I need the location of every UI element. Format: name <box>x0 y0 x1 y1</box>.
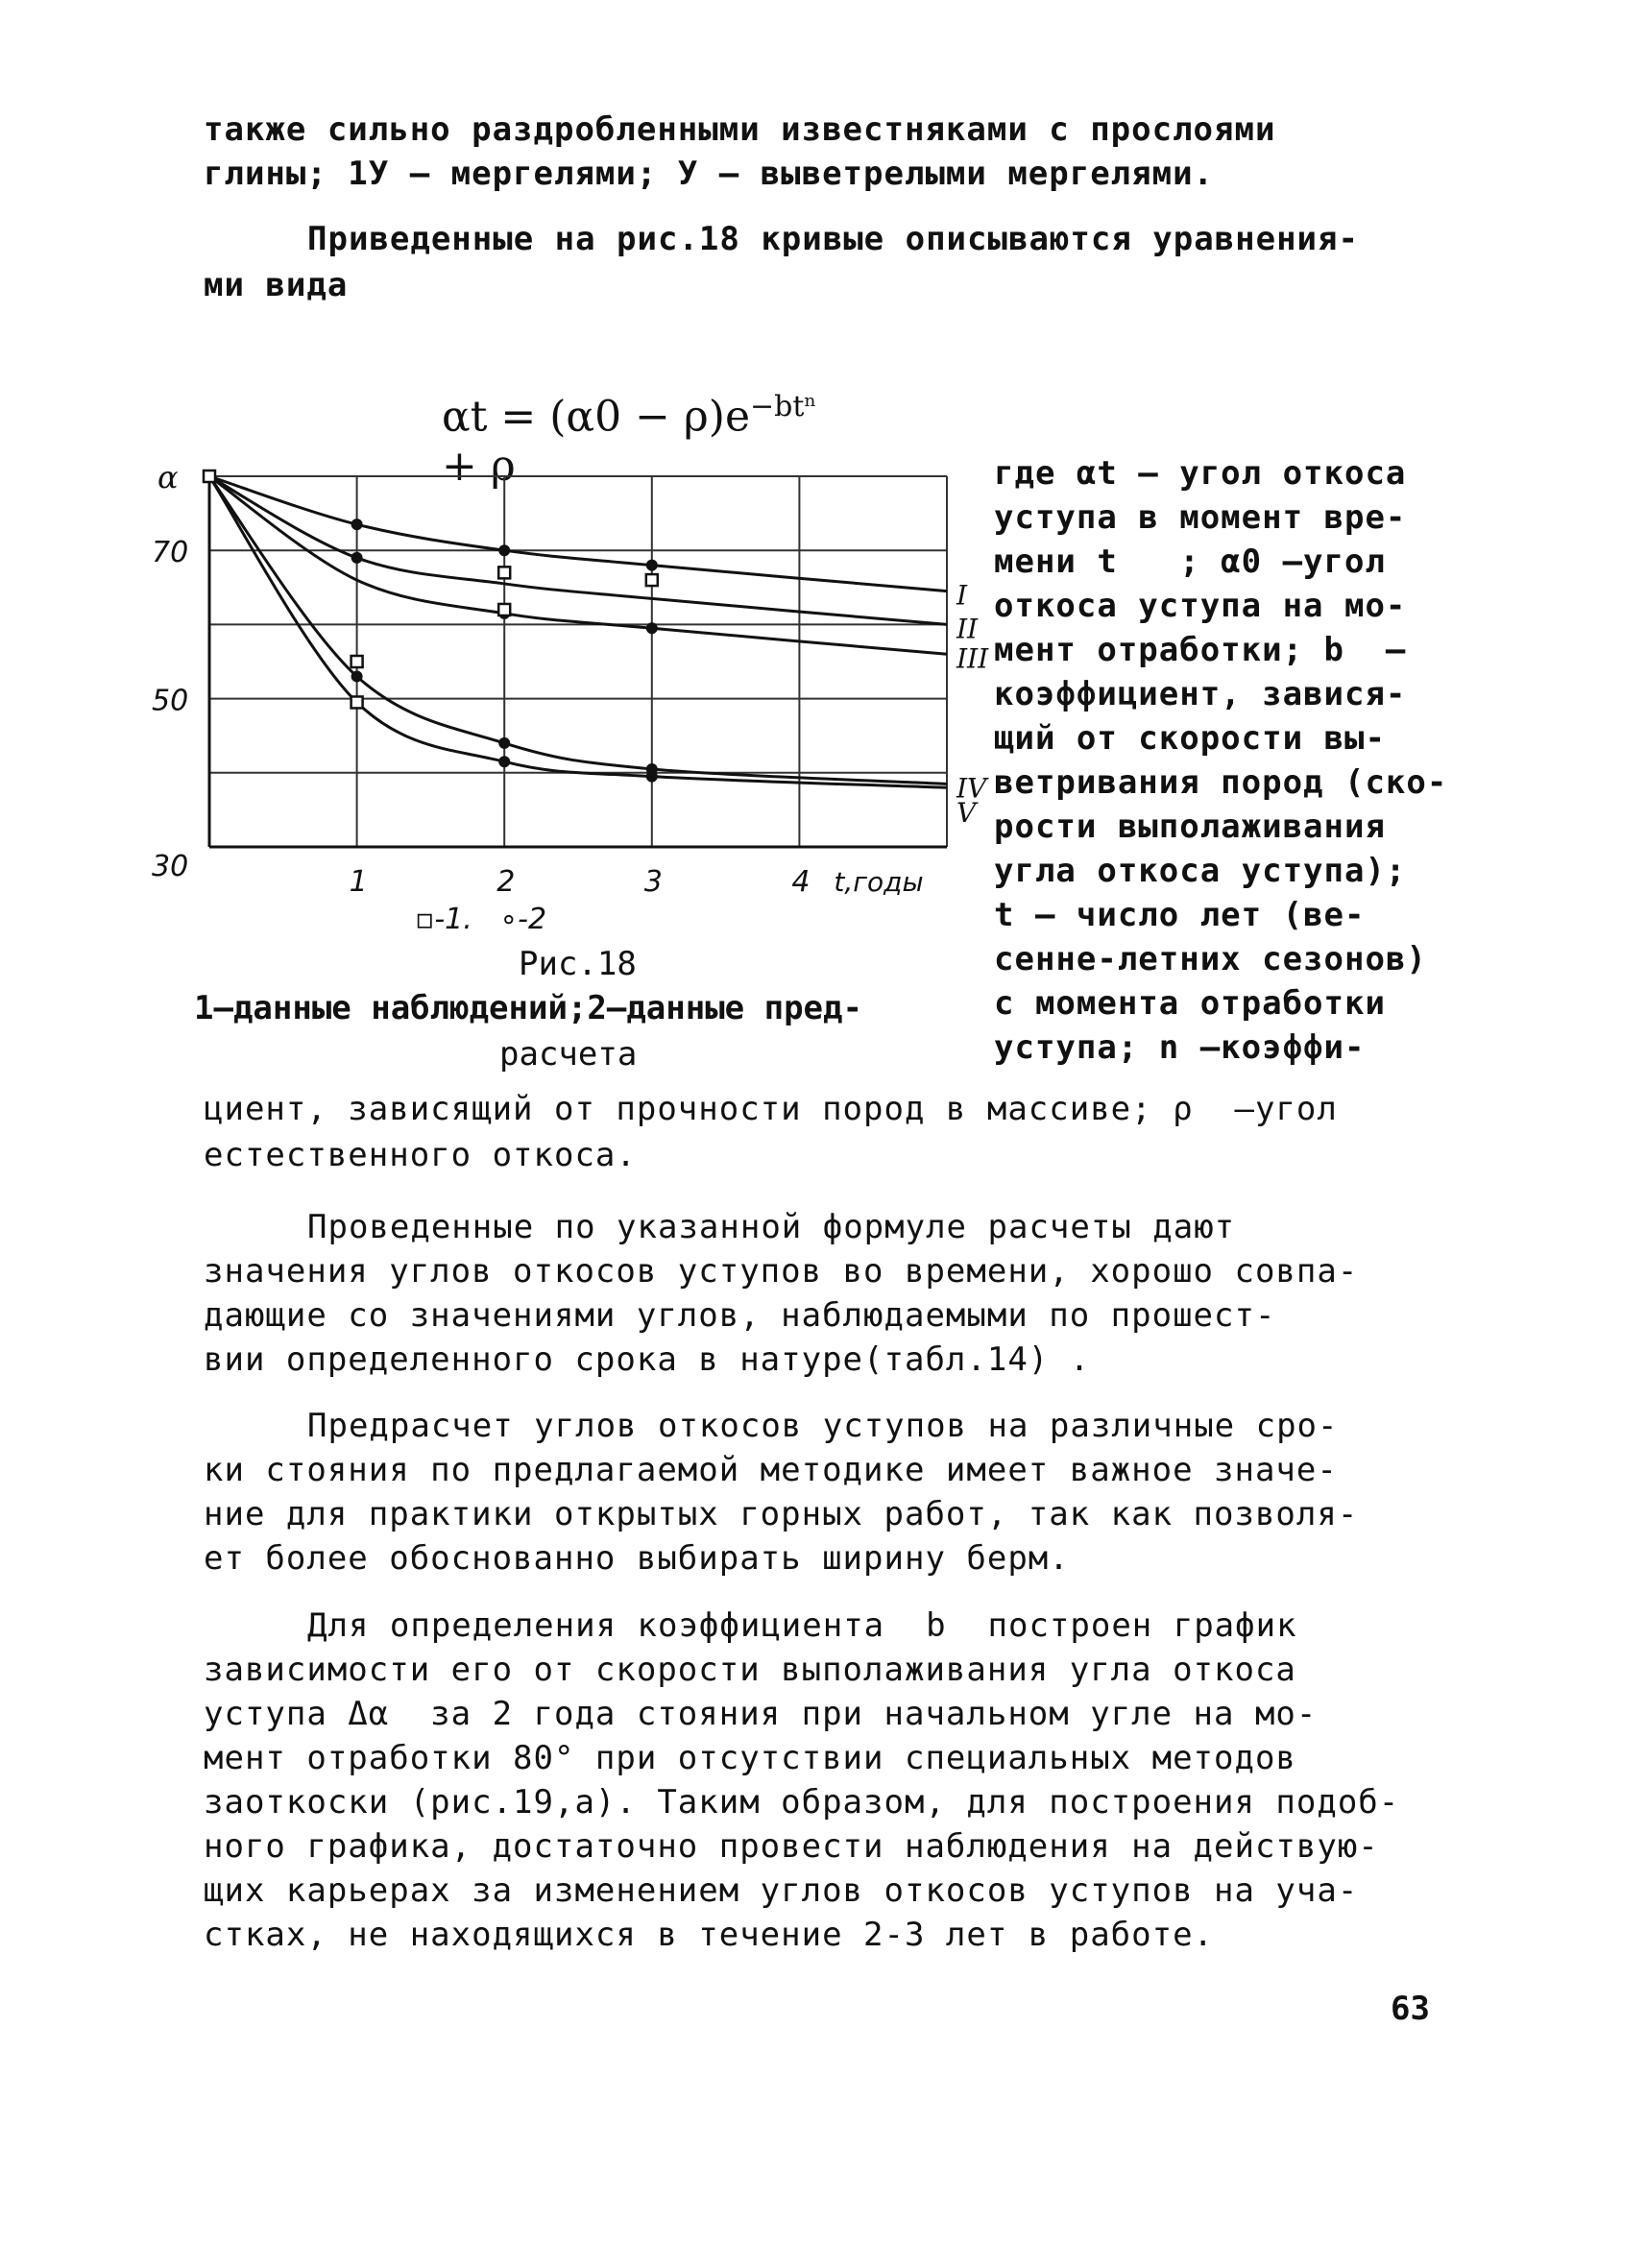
side-text-line-5: мент отработки; b – <box>994 631 1407 669</box>
formula-rhs: + ρ <box>441 441 516 491</box>
side-text-line-11: t – число лет (ве- <box>994 896 1366 934</box>
series-label-II: II <box>956 613 979 645</box>
calc-point-8 <box>646 560 658 571</box>
formula-intro-line-2: ми вида <box>204 266 349 304</box>
para3-line-4: ет более обоснованно выбирать ширину берм. <box>204 1539 1070 1578</box>
side-text-line-8: ветривания пород (ско- <box>994 763 1448 802</box>
chart-points <box>204 470 658 783</box>
series-label-I: I <box>956 579 968 612</box>
figure-legend: ▫-1. ∘-2 <box>415 903 547 936</box>
side-text-line-7: щий от скорости вы- <box>994 719 1386 758</box>
para4-line-4: мент отработки 80° при отсутствии специальных методов <box>204 1739 1296 1777</box>
calc-point-2 <box>351 552 363 564</box>
intro-line-1: также сильно раздробленными известняками с прослоями <box>204 110 1276 149</box>
para4-line-2: зависимости его от скорости выполаживания угла откоса <box>204 1651 1296 1689</box>
x-tick-label-3: 3 <box>643 865 663 899</box>
side-text-line-6: коэффициент, завися- <box>994 675 1407 713</box>
side-text-line-9: рости выполаживания <box>994 808 1386 846</box>
y-tick-label-70: 70 <box>152 536 189 570</box>
observed-point-4 <box>498 604 510 615</box>
calc-point-3 <box>351 670 363 682</box>
side-text-line-4: откоса уступа на мо- <box>994 587 1407 625</box>
origin-point <box>204 470 215 482</box>
para4-line-7: щих карьерах за изменением углов откосов уступов на уча- <box>204 1871 1359 1910</box>
series-label-III: III <box>956 642 989 675</box>
para2-line-2: значения углов откосов уступов во времени, хорошо совпа- <box>204 1252 1359 1291</box>
chart-series <box>209 476 947 787</box>
calc-point-1 <box>351 519 363 530</box>
calc-point-6 <box>498 737 510 749</box>
para4-line-8: стках, не находящихся в течение 2-3 лет в работе. <box>204 1916 1215 1954</box>
y-tick-label-30: 30 <box>152 850 189 883</box>
para3-line-2: ки стояния по предлагаемой методике имеет важное значе- <box>204 1451 1338 1489</box>
para4-line-5: заоткоски (рис.19,а). Таким образом, для построения подоб- <box>204 1783 1400 1822</box>
side-text-line-13: с момента отработки <box>994 984 1386 1023</box>
calc-point-11 <box>646 771 658 783</box>
calc-point-9 <box>646 622 658 634</box>
observed-point-1 <box>351 656 363 667</box>
para4-line-3: уступа Δα за 2 года стояния при начальном угле на мо- <box>204 1695 1318 1733</box>
y-tick-label-50: 50 <box>152 684 189 718</box>
formula-lhs: αt = (α0 − ρ)e <box>441 392 751 442</box>
x-tick-label-1: 1 <box>349 865 368 899</box>
figure-caption: Рис.18 <box>519 945 637 983</box>
series-line-I <box>209 476 947 591</box>
para2-line-4: вии определенного срока в натуре(табл.14) . <box>204 1340 1091 1379</box>
series-label-IV: IV <box>956 772 987 805</box>
side-text-line-3: мени t ; α0 –угол <box>994 543 1386 581</box>
side-text-line-10: угла откоса уступа); <box>994 852 1407 890</box>
x-tick-label-4: 4 <box>791 865 811 899</box>
side-text-line-14: уступа; n –коэффи- <box>994 1028 1366 1067</box>
para4-line-1: Для определения коэффициента b построен график <box>307 1606 1297 1645</box>
para2-line-1: Проведенные по указанной формуле расчеты дают <box>307 1208 1236 1246</box>
figure-caption-line-3: расчета <box>499 1035 638 1074</box>
para3-line-1: Предрасчет углов откосов уступов на различные сро- <box>307 1407 1339 1445</box>
chart-labels <box>152 461 989 899</box>
series-line-III <box>209 476 947 654</box>
x-tick-label-2: 2 <box>496 865 516 899</box>
intro-line-2: глины; 1У – мергелями; У – выветрелыми мергелями. <box>204 155 1215 193</box>
side-text-line-2: уступа в момент вре- <box>994 498 1407 537</box>
after-fig-line-2: естественного откоса. <box>204 1136 637 1174</box>
observed-point-5 <box>646 574 658 586</box>
side-text-line-1: где αt – угол откоса <box>994 454 1407 493</box>
after-fig-line-1: циент, зависящий от прочности пород в массиве; ρ –угол <box>204 1090 1338 1128</box>
formula-intro-line-1: Приведенные на рис.18 кривые описываются уравнения- <box>307 220 1359 258</box>
figure-caption-line-2: 1–данные наблюдений;2–данные пред- <box>194 989 862 1027</box>
para2-line-3: дающие со значениями углов, наблюдаемыми по прошест- <box>204 1296 1276 1335</box>
y-axis-label: α <box>157 461 179 495</box>
formula-exponent: −btⁿ <box>750 390 817 423</box>
para3-line-3: ние для практики открытых горных работ, так как позволя- <box>204 1495 1359 1533</box>
x-axis-label: t,годы <box>834 866 924 898</box>
series-label-V: V <box>956 797 977 830</box>
figure-chart <box>144 461 989 941</box>
observed-point-3 <box>498 567 510 578</box>
para4-line-6: ного графика, достаточно провести наблюдения на действую- <box>204 1827 1379 1866</box>
side-text-line-12: сенне-летних сезонов) <box>994 940 1427 978</box>
calc-point-7 <box>498 756 510 767</box>
series-line-IV <box>209 476 947 784</box>
chart-grid <box>209 476 947 847</box>
calc-point-4 <box>498 544 510 556</box>
observed-point-2 <box>351 696 363 708</box>
series-line-V <box>209 476 947 787</box>
page-number: 63 <box>1391 1990 1430 2028</box>
